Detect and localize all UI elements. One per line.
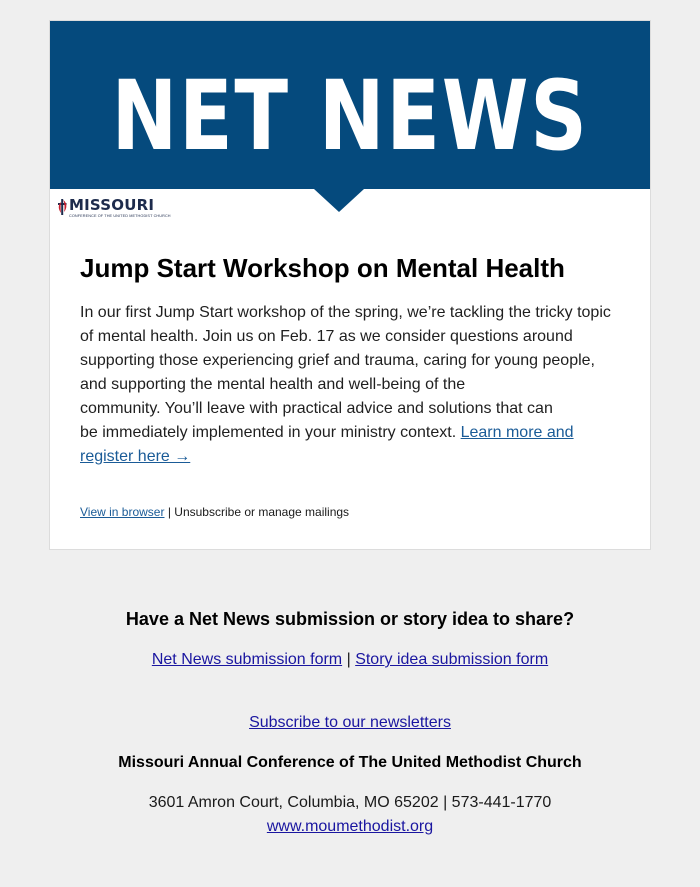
- mailing-options: [80, 504, 349, 520]
- header-banner: [50, 21, 650, 189]
- cross-flame-icon: [57, 198, 68, 216]
- subscribe-row: [0, 712, 700, 734]
- logo-wordmark: MISSOURI: [69, 196, 155, 214]
- newsletter-card: [49, 20, 651, 550]
- website-link[interactable]: www.moumethodist.org: [266, 818, 434, 835]
- net-news-submission-form-link[interactable]: Net News submission form: [151, 651, 343, 668]
- body-line: of mental health. Join us on Feb. 17 as we consider questions around: [80, 328, 573, 345]
- body-line: community. You’ll leave with practical advice and solutions that can: [80, 400, 553, 417]
- body-line: supporting those experiencing grief and trauma, caring for young people,: [80, 352, 595, 369]
- logo-subtitle: CONFERENCE OF THE UNITED METHODIST CHURCH: [69, 214, 171, 218]
- submission-question: Have a Net News submission or story idea to share?: [125, 609, 575, 629]
- organization-name: Missouri Annual Conference of The United Methodist Church: [118, 754, 582, 771]
- unsubscribe-text: Unsubscribe or manage mailings: [174, 505, 350, 519]
- body-line: and supporting the mental health and well-being of the: [80, 376, 466, 393]
- footer-separator: |: [346, 651, 351, 668]
- banner-pointer: [314, 189, 364, 212]
- subscribe-newsletters-link[interactable]: Subscribe to our newsletters: [249, 714, 451, 731]
- view-in-browser-link[interactable]: View in browser: [80, 505, 165, 519]
- website-row: [0, 816, 700, 838]
- article-body: [80, 301, 620, 469]
- body-line: In our first Jump Start workshop of the spring, we’re tackling the tricky topic: [80, 304, 611, 321]
- story-idea-form-link[interactable]: Story idea submission form: [355, 651, 549, 668]
- meta-separator: |: [167, 505, 171, 519]
- article-headline: Jump Start Workshop on Mental Health: [80, 253, 565, 283]
- banner-title: NET NEWS: [111, 60, 589, 172]
- organization-address: 3601 Amron Court, Columbia, MO 65202 | 573-441-1770: [148, 794, 552, 811]
- missouri-conference-logo: [57, 196, 171, 220]
- learn-more-link[interactable]: Learn more and register here →: [80, 424, 574, 465]
- submission-links: [0, 649, 700, 671]
- body-line: be immediately implemented in your ministry context.: [80, 424, 457, 441]
